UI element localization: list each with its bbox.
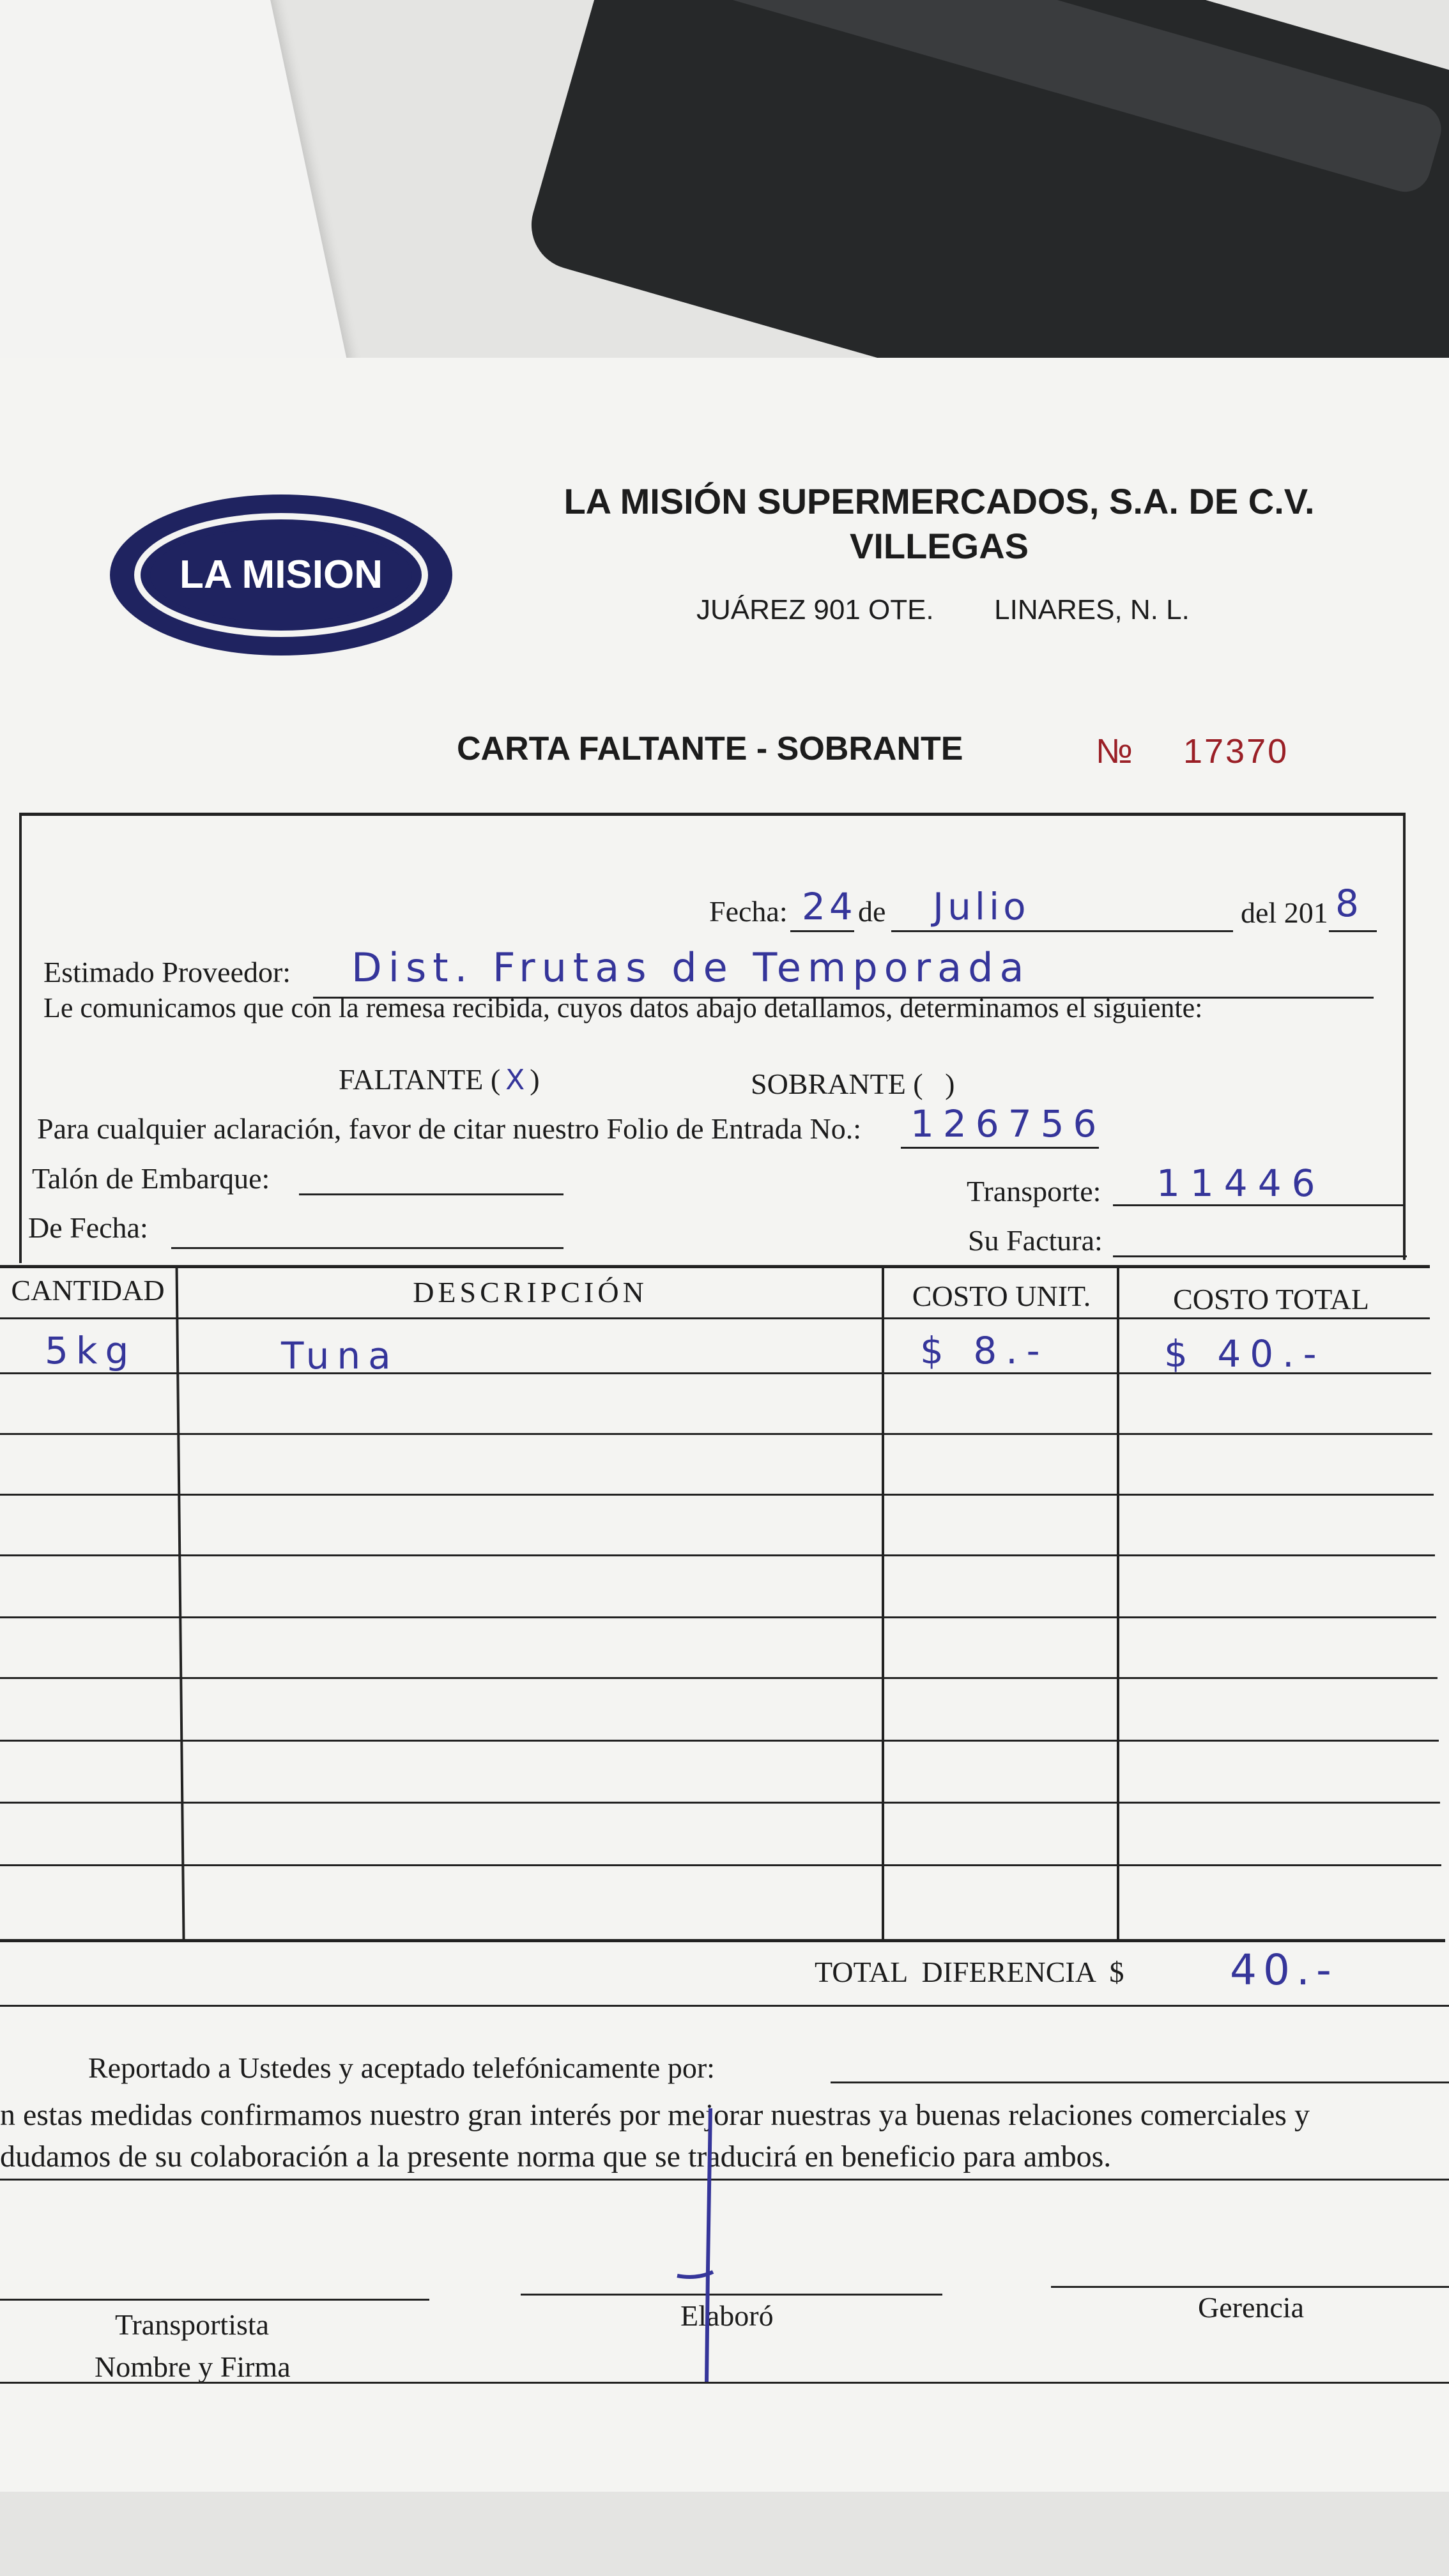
table-rule <box>0 1554 1435 1556</box>
table-rule <box>0 1317 1430 1319</box>
logo-text: LA MISION <box>179 553 383 597</box>
year-line <box>1329 930 1377 932</box>
folio-entrada-line <box>901 1147 1099 1149</box>
row1-cantidad: 5kg <box>45 1329 137 1372</box>
faltante-close: ) <box>530 1063 540 1096</box>
fecha-month-line <box>891 930 1233 932</box>
header-costo-total: COSTO TOTAL <box>1173 1283 1369 1315</box>
closing-line-1: n estas medidas confirmamos nuestro gran interés por mejorar nuestras ya buenas relaciones comerciales y <box>0 2098 1310 2132</box>
total-label: TOTAL DIFERENCIA $ <box>815 1956 1124 1988</box>
header-descripcion: DESCRIPCIÓN <box>413 1276 648 1308</box>
year-digit: 8 <box>1335 882 1363 925</box>
de-label: de <box>858 895 886 928</box>
closing-rule <box>0 2179 1449 2181</box>
table-column-rule <box>882 1265 884 1939</box>
company-header <box>524 479 1354 569</box>
table-rule <box>0 1802 1440 1804</box>
signature-stroke <box>671 2108 722 2383</box>
sig-transportista: Transportista <box>115 2308 270 2341</box>
aclaracion-label: Para cualquier aclaración, favor de citar nuestro Folio de Entrada No.: <box>37 1112 862 1145</box>
faltante-label: FALTANTE ( <box>339 1063 501 1096</box>
table-rule <box>0 1265 1430 1268</box>
total-value: 40.- <box>1230 1945 1338 1995</box>
comunicado-text: Le comunicamos que con la remesa recibida, cuyos datos abajo detallamos, determinamos el siguiente: <box>43 992 1203 1023</box>
folio-value: 17370 <box>1183 732 1289 770</box>
la-mision-logo <box>109 492 454 658</box>
table-rule <box>0 1433 1432 1435</box>
de-fecha-line <box>171 1247 564 1249</box>
bottom-rule <box>0 2382 1449 2384</box>
sig-gerencia: Gerencia <box>1198 2291 1304 2324</box>
table-rule <box>0 1939 1445 1942</box>
fecha-day-line <box>790 930 854 932</box>
transporte-label: Transporte: <box>967 1175 1101 1208</box>
table-rule <box>0 1677 1438 1679</box>
form-box-left <box>19 813 22 1263</box>
street: JUÁREZ 901 OTE. <box>696 594 934 625</box>
faltante-mark: X <box>505 1064 525 1096</box>
su-factura-line <box>1113 1255 1407 1257</box>
proveedor-label: Estimado Proveedor: <box>43 956 291 988</box>
row1-costo-total: $ 40.- <box>1164 1332 1326 1376</box>
closing-line-2: dudamos de su colaboración a la presente norma que se traducirá en beneficio para ambos. <box>0 2140 1112 2174</box>
header-cantidad: CANTIDAD <box>11 1274 165 1307</box>
sobrante-option: SOBRANTE ( ) <box>751 1068 955 1100</box>
sig-elaboro: Elaboró <box>680 2299 774 2332</box>
transporte-line <box>1113 1204 1404 1206</box>
su-factura-label: Su Factura: <box>968 1224 1103 1257</box>
gerencia-signature-line <box>1051 2286 1449 2288</box>
branch-name: VILLEGAS <box>849 526 1029 566</box>
city: LINARES, N. L. <box>994 594 1190 625</box>
transporte-value: 11446 <box>1156 1162 1326 1205</box>
talon-label: Talón de Embarque: <box>32 1162 270 1195</box>
address <box>696 594 1190 626</box>
header-costo-unit: COSTO UNIT. <box>912 1280 1091 1312</box>
transportista-signature-line <box>0 2299 429 2301</box>
de-fecha-label: De Fecha: <box>28 1211 148 1244</box>
sig-transportista-sub: Nombre y Firma <box>95 2350 291 2383</box>
fecha-day: 24 <box>802 885 857 928</box>
folio-entrada-value: 126756 <box>910 1102 1106 1146</box>
talon-line <box>299 1193 564 1195</box>
faltante-option <box>339 1062 540 1096</box>
proveedor-value: Dist. Frutas de Temporada <box>351 944 1031 991</box>
folio-label: № <box>1096 732 1135 770</box>
form-box-right <box>1403 813 1406 1260</box>
fecha-month: Julio <box>933 885 1030 928</box>
total-rule <box>0 2005 1449 2007</box>
table-column-rule <box>1117 1265 1119 1939</box>
form-box-top <box>19 813 1406 816</box>
year-label: del 201 <box>1241 896 1328 929</box>
table-rule <box>0 1372 1431 1374</box>
fecha-label: Fecha: <box>709 895 788 928</box>
elaboro-signature-line <box>521 2294 942 2296</box>
table-rule <box>0 1616 1436 1618</box>
folio-number <box>1096 732 1289 771</box>
document-title: CARTA FALTANTE - SOBRANTE <box>457 730 963 767</box>
reportado-label: Reportado a Ustedes y aceptado telefónicamente por: <box>88 2051 715 2084</box>
table-rule <box>0 1864 1441 1866</box>
row1-descripcion: Tuna <box>281 1334 399 1377</box>
row1-costo-unit: $ 8.- <box>920 1329 1049 1372</box>
table-rule <box>0 1740 1439 1742</box>
table-rule <box>0 1494 1434 1496</box>
reportado-line <box>831 2082 1449 2083</box>
company-name: LA MISIÓN SUPERMERCADOS, S.A. DE C.V. <box>564 481 1315 521</box>
